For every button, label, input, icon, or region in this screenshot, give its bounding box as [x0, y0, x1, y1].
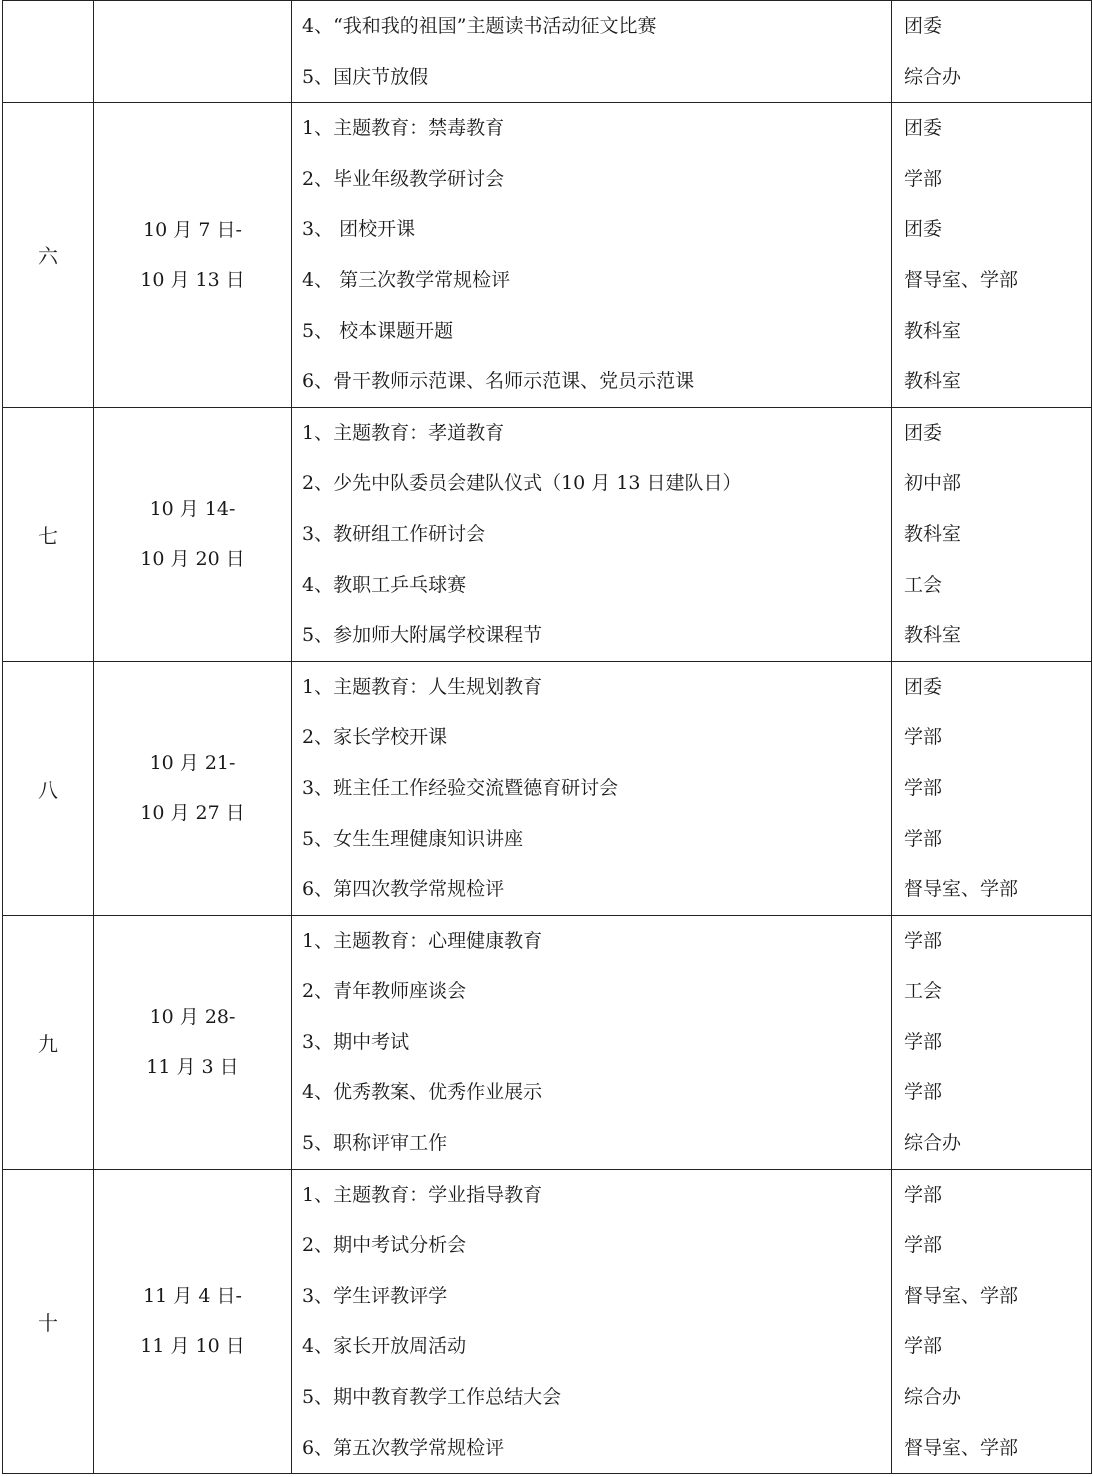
responsible-department: 学部: [904, 1030, 943, 1053]
activity-item: 1、主题教育：人生规划教育: [302, 675, 543, 698]
responsible-department: 学部: [904, 167, 943, 190]
department-list-cell: [892, 1, 1092, 103]
activity-item: 3、教研组工作研讨会: [302, 522, 486, 545]
responsible-department: 工会: [904, 980, 943, 1003]
week-number-cell: [3, 1, 94, 103]
department-list-cell: [892, 915, 1092, 1169]
date-range-cell: [94, 661, 292, 915]
week-number: 六: [38, 244, 58, 269]
responsible-department: 学部: [904, 726, 943, 749]
week-number-cell: [3, 1169, 94, 1474]
responsible-department: 工会: [904, 573, 943, 596]
activity-item: 3、学生评教评学: [302, 1284, 448, 1307]
responsible-department: 初中部: [904, 472, 962, 495]
responsible-department: 督导室、学部: [904, 1284, 1019, 1307]
date-range-cell: [94, 1169, 292, 1474]
activity-item: 4、教职工乒乓球赛: [302, 573, 467, 596]
responsible-department: 督导室、学部: [904, 878, 1019, 901]
activity-item: 2、青年教师座谈会: [302, 980, 467, 1003]
responsible-department: 学部: [904, 827, 943, 850]
activity-item: 4、“我和我的祖国”主题读书活动征文比赛: [302, 15, 657, 37]
responsible-department: 学部: [904, 1183, 943, 1206]
week-number-cell: [3, 661, 94, 915]
activity-item: 2、期中考试分析会: [302, 1234, 467, 1257]
date-range-cell: [94, 407, 292, 661]
responsible-department: 团委: [904, 15, 943, 37]
activity-list-cell: [292, 1169, 892, 1474]
activity-item: 4、优秀教案、优秀作业展示: [302, 1081, 543, 1104]
date-start: 11 月 4 日-: [143, 1285, 242, 1308]
activity-item: 6、第四次教学常规检评: [302, 878, 505, 901]
activity-list-cell: [292, 1, 892, 103]
activity-list-cell: [292, 915, 892, 1169]
responsible-department: 学部: [904, 1234, 943, 1257]
responsible-department: 学部: [904, 776, 943, 799]
activity-item: 5、女生生理健康知识讲座: [302, 827, 524, 850]
activity-item: 3、 团校开课: [302, 218, 416, 241]
activity-item: 5、国庆节放假: [302, 65, 429, 88]
week-number-cell: [3, 407, 94, 661]
activity-item: 1、主题教育：孝道教育: [302, 421, 505, 444]
responsible-department: 团委: [904, 218, 943, 241]
activity-list-cell: [292, 661, 892, 915]
activity-item: 2、少先中队委员会建队仪式（10 月 13 日建队日）: [302, 472, 742, 495]
activity-item: 6、骨干教师示范课、名师示范课、党员示范课: [302, 370, 695, 393]
week-row: [3, 1169, 1092, 1474]
activity-item: 4、 第三次教学常规检评: [302, 268, 511, 291]
week-number: 八: [38, 777, 58, 802]
activity-item: 1、主题教育：心理健康教育: [302, 929, 543, 952]
date-range-cell: [94, 915, 292, 1169]
activity-item: 5、 校本课题开题: [302, 319, 454, 342]
responsible-department: 综合办: [904, 1132, 962, 1155]
date-end: 11 月 3 日: [146, 1056, 239, 1079]
week-row: [3, 1, 1092, 103]
responsible-department: 教科室: [904, 624, 962, 647]
department-list-cell: [892, 1169, 1092, 1474]
activity-item: 4、家长开放周活动: [302, 1335, 467, 1358]
activity-list-cell: [292, 407, 892, 661]
activity-item: 3、期中考试: [302, 1030, 410, 1053]
week-row: [3, 103, 1092, 408]
date-start: 10 月 28-: [149, 1006, 236, 1029]
department-list-cell: [892, 103, 1092, 408]
activity-list-cell: [292, 103, 892, 408]
week-number: 七: [38, 523, 58, 548]
schedule-body: [3, 1, 1092, 1474]
activity-item: 2、家长学校开课: [302, 726, 448, 749]
date-end: 10 月 20 日: [140, 548, 245, 571]
activity-item: 3、班主任工作经验交流暨德育研讨会: [302, 776, 619, 799]
responsible-department: 学部: [904, 1081, 943, 1104]
week-row: [3, 915, 1092, 1169]
week-number: 九: [38, 1031, 58, 1056]
activity-item: 5、参加师大附属学校课程节: [302, 624, 543, 647]
responsible-department: 学部: [904, 1335, 943, 1358]
week-number-cell: [3, 103, 94, 408]
date-end: 11 月 10 日: [140, 1335, 245, 1358]
responsible-department: 综合办: [904, 1386, 962, 1409]
date-range-cell: [94, 103, 292, 408]
date-end: 10 月 27 日: [140, 802, 245, 825]
responsible-department: 学部: [904, 929, 943, 952]
week-number-cell: [3, 915, 94, 1169]
date-range-cell: [94, 1, 292, 103]
department-list-cell: [892, 661, 1092, 915]
activity-item: 2、毕业年级教学研讨会: [302, 167, 505, 190]
date-start: 10 月 21-: [149, 752, 236, 775]
week-row: [3, 661, 1092, 915]
activity-item: 1、主题教育：禁毒教育: [302, 117, 505, 140]
responsible-department: 团委: [904, 675, 943, 698]
responsible-department: 督导室、学部: [904, 268, 1019, 291]
date-end: 10 月 13 日: [140, 268, 245, 291]
responsible-department: 教科室: [904, 319, 962, 342]
department-list-cell: [892, 407, 1092, 661]
responsible-department: 教科室: [904, 370, 962, 393]
activity-item: 5、职称评审工作: [302, 1132, 448, 1155]
responsible-department: 综合办: [904, 65, 962, 88]
responsible-department: 团委: [904, 421, 943, 444]
responsible-department: 团委: [904, 117, 943, 140]
activity-item: 6、第五次教学常规检评: [302, 1436, 505, 1459]
responsible-department: 教科室: [904, 522, 962, 545]
schedule-table: [2, 0, 1092, 1474]
week-row: [3, 407, 1092, 661]
week-number: 十: [38, 1310, 58, 1335]
date-start: 10 月 7 日-: [143, 218, 242, 241]
responsible-department: 督导室、学部: [904, 1436, 1019, 1459]
activity-item: 5、期中教育教学工作总结大会: [302, 1386, 562, 1409]
date-start: 10 月 14-: [149, 498, 236, 521]
activity-item: 1、主题教育：学业指导教育: [302, 1183, 543, 1206]
